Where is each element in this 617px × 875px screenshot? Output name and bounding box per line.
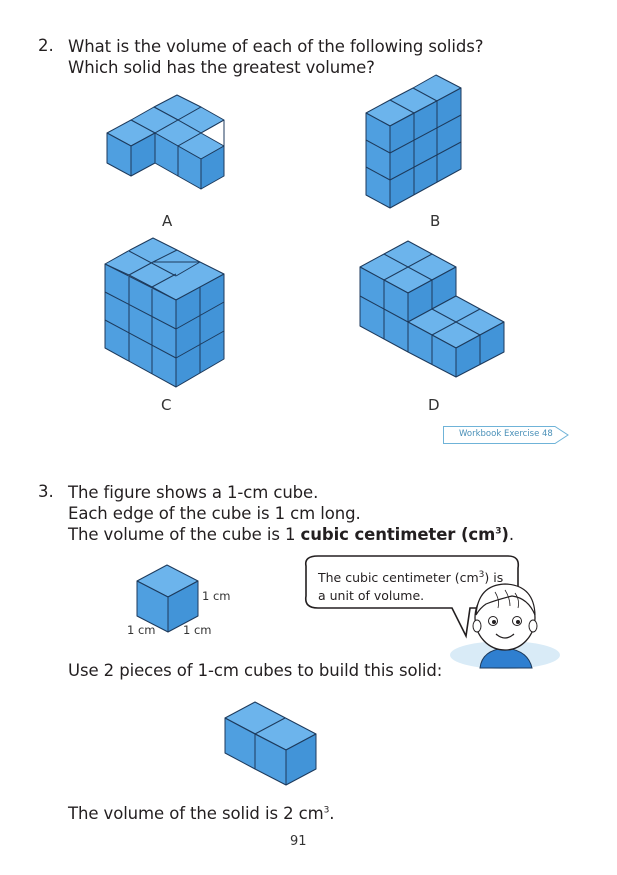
question-3-line-2: Each edge of the cube is 1 cm long. bbox=[68, 504, 361, 523]
question-3-line-1: The figure shows a 1-cm cube. bbox=[68, 483, 319, 502]
line-3-prefix: The volume of the cube is 1 bbox=[68, 525, 301, 544]
solid-a-label: A bbox=[162, 212, 173, 230]
solid-d-label: D bbox=[428, 396, 440, 414]
term-superscript: 3 bbox=[495, 526, 502, 537]
question-2-number: 2. bbox=[38, 36, 54, 55]
conclusion-text bbox=[68, 803, 334, 824]
question-2-line-2: Which solid has the greatest volume? bbox=[68, 58, 375, 77]
cube-edge-label-right: 1 cm bbox=[202, 589, 231, 603]
bubble-line-1-text: The cubic centimeter (cm bbox=[318, 570, 479, 585]
term-close: ) bbox=[501, 525, 509, 544]
bubble-superscript: 3 bbox=[478, 569, 485, 580]
cube-edge-label-bottom-left: 1 cm bbox=[127, 623, 156, 637]
solid-b-label: B bbox=[430, 212, 441, 230]
question-3-number: 3. bbox=[38, 482, 54, 501]
workbook-exercise-label: Workbook Exercise 48 bbox=[459, 429, 553, 439]
conclusion-prefix: The volume of the solid is 2 cm bbox=[68, 804, 324, 823]
bubble-line-2: a unit of volume. bbox=[318, 588, 425, 603]
solid-c-label: C bbox=[161, 396, 172, 414]
bubble-line-1-end: ) is bbox=[484, 570, 504, 585]
instruction-text: Use 2 pieces of 1-cm cubes to build this solid: bbox=[68, 661, 443, 680]
term-text: cubic centimeter (cm bbox=[300, 525, 496, 544]
conclusion-suffix: . bbox=[329, 804, 335, 823]
cube-edge-label-bottom-right: 1 cm bbox=[183, 623, 212, 637]
line-3-suffix: . bbox=[508, 525, 514, 544]
page-number: 91 bbox=[290, 834, 307, 849]
conclusion-superscript: 3 bbox=[323, 805, 330, 816]
question-2-line-1: What is the volume of each of the following solids? bbox=[68, 37, 484, 56]
